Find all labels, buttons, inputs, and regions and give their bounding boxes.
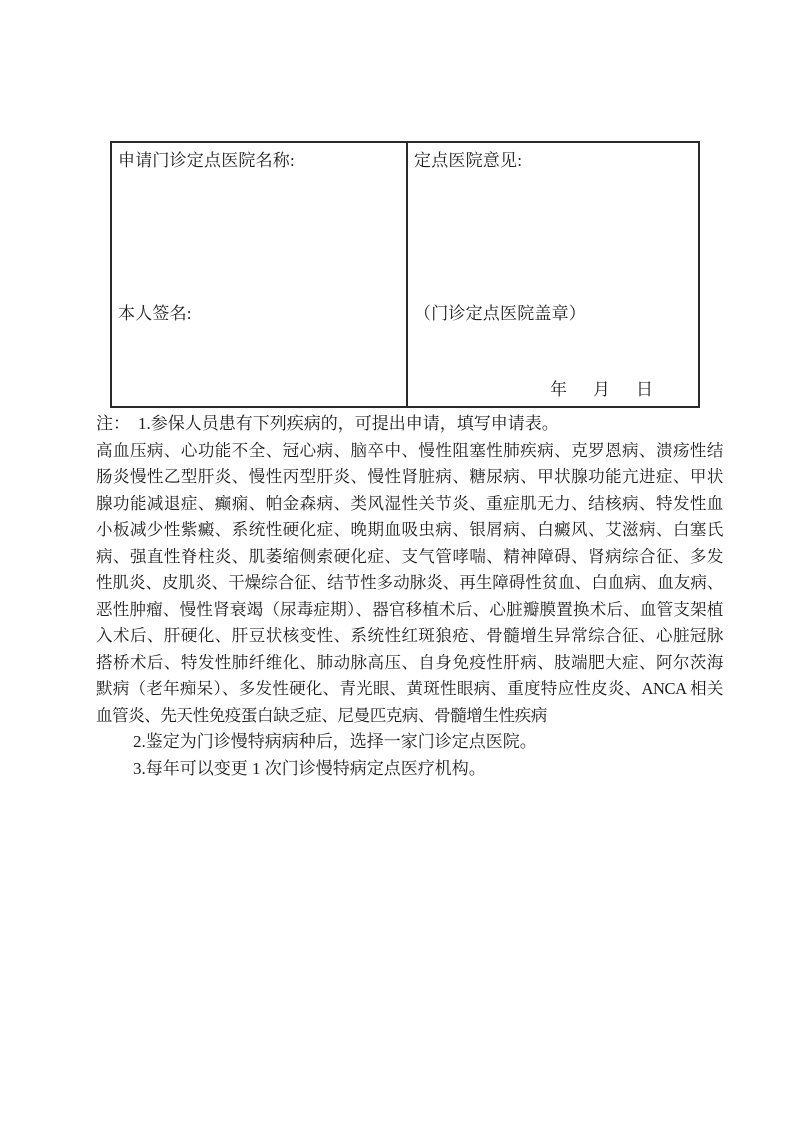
disease-list-line: 默病（老年痴呆）、多发性硬化、青光眼、黄斑性眼病、重度特应性皮炎、ANCA 相关 — [96, 679, 723, 698]
disease-list-line: 肠炎慢性乙型肝炎、慢性丙型肝炎、慢性肾脏病、糖尿病、甲状腺功能亢进症、甲状 — [96, 467, 723, 486]
disease-list-line: 高血压病、心功能不全、冠心病、脑卒中、慢性阻塞性肺疾病、克罗恩病、溃疡性结 — [96, 440, 723, 460]
disease-list-line: 搭桥术后、特发性肺纤维化、肺动脉高压、自身免疫性肝病、肢端肥大症、阿尔茨海 — [96, 652, 723, 672]
note-prefix: 注： — [96, 414, 130, 433]
note-item-2: 2.鉴定为门诊慢特病病种后，选择一家门诊定点医院。 — [133, 732, 537, 751]
date-month-label: 月 — [593, 380, 610, 399]
note-item-3: 3.每年可以变更 1 次门诊慢特病定点医疗机构。 — [133, 758, 486, 778]
disease-list-line: 恶性肿瘤、慢性肾衰竭（尿毒症期）、器官移植术后、心脏瓣膜置换术后、血管支架植 — [96, 599, 723, 619]
applicant-cell — [112, 143, 408, 406]
hospital-name-label: 申请门诊定点医院名称: — [118, 151, 295, 170]
hospital-opinion-cell — [408, 143, 698, 406]
stamp-note: （门诊定点医院盖章） — [414, 304, 586, 323]
note-item-1: 1.参保人员患有下列疾病的，可提出申请，填写申请表。 — [138, 414, 559, 433]
date-row — [550, 375, 653, 400]
disease-list-line: 血管炎、先天性免疫蛋白缺乏症、尼曼匹克病、骨髓增生性疾病 — [96, 705, 547, 725]
date-day-label: 日 — [636, 380, 653, 399]
date-year-label: 年 — [550, 380, 567, 399]
notes-section — [96, 411, 723, 782]
note-line-1 — [96, 411, 723, 438]
disease-list-line: 腺功能减退症、癫痫、帕金森病、类风湿性关节炎、重症肌无力、结核病、特发性血 — [96, 493, 723, 513]
disease-list-line: 小板减少性紫癜、系统性硬化症、晚期血吸虫病、银屑病、白癜风、艾滋病、白塞氏 — [96, 520, 723, 539]
signature-label: 本人签名: — [118, 304, 192, 323]
disease-list-line: 性肌炎、皮肌炎、干燥综合征、结节性多动脉炎、再生障碍性贫血、白血病、血友病、 — [96, 573, 723, 592]
disease-list-line: 入术后、肝硬化、肝豆状核变性、系统性红斑狼疮、骨髓增生异常综合征、心脏冠脉 — [96, 626, 723, 645]
application-table — [110, 141, 700, 408]
disease-list-line: 病、强直性脊柱炎、肌萎缩侧索硬化症、支气管哮喘、精神障碍、肾病综合征、多发 — [96, 546, 723, 566]
opinion-label: 定点医院意见: — [414, 151, 523, 170]
